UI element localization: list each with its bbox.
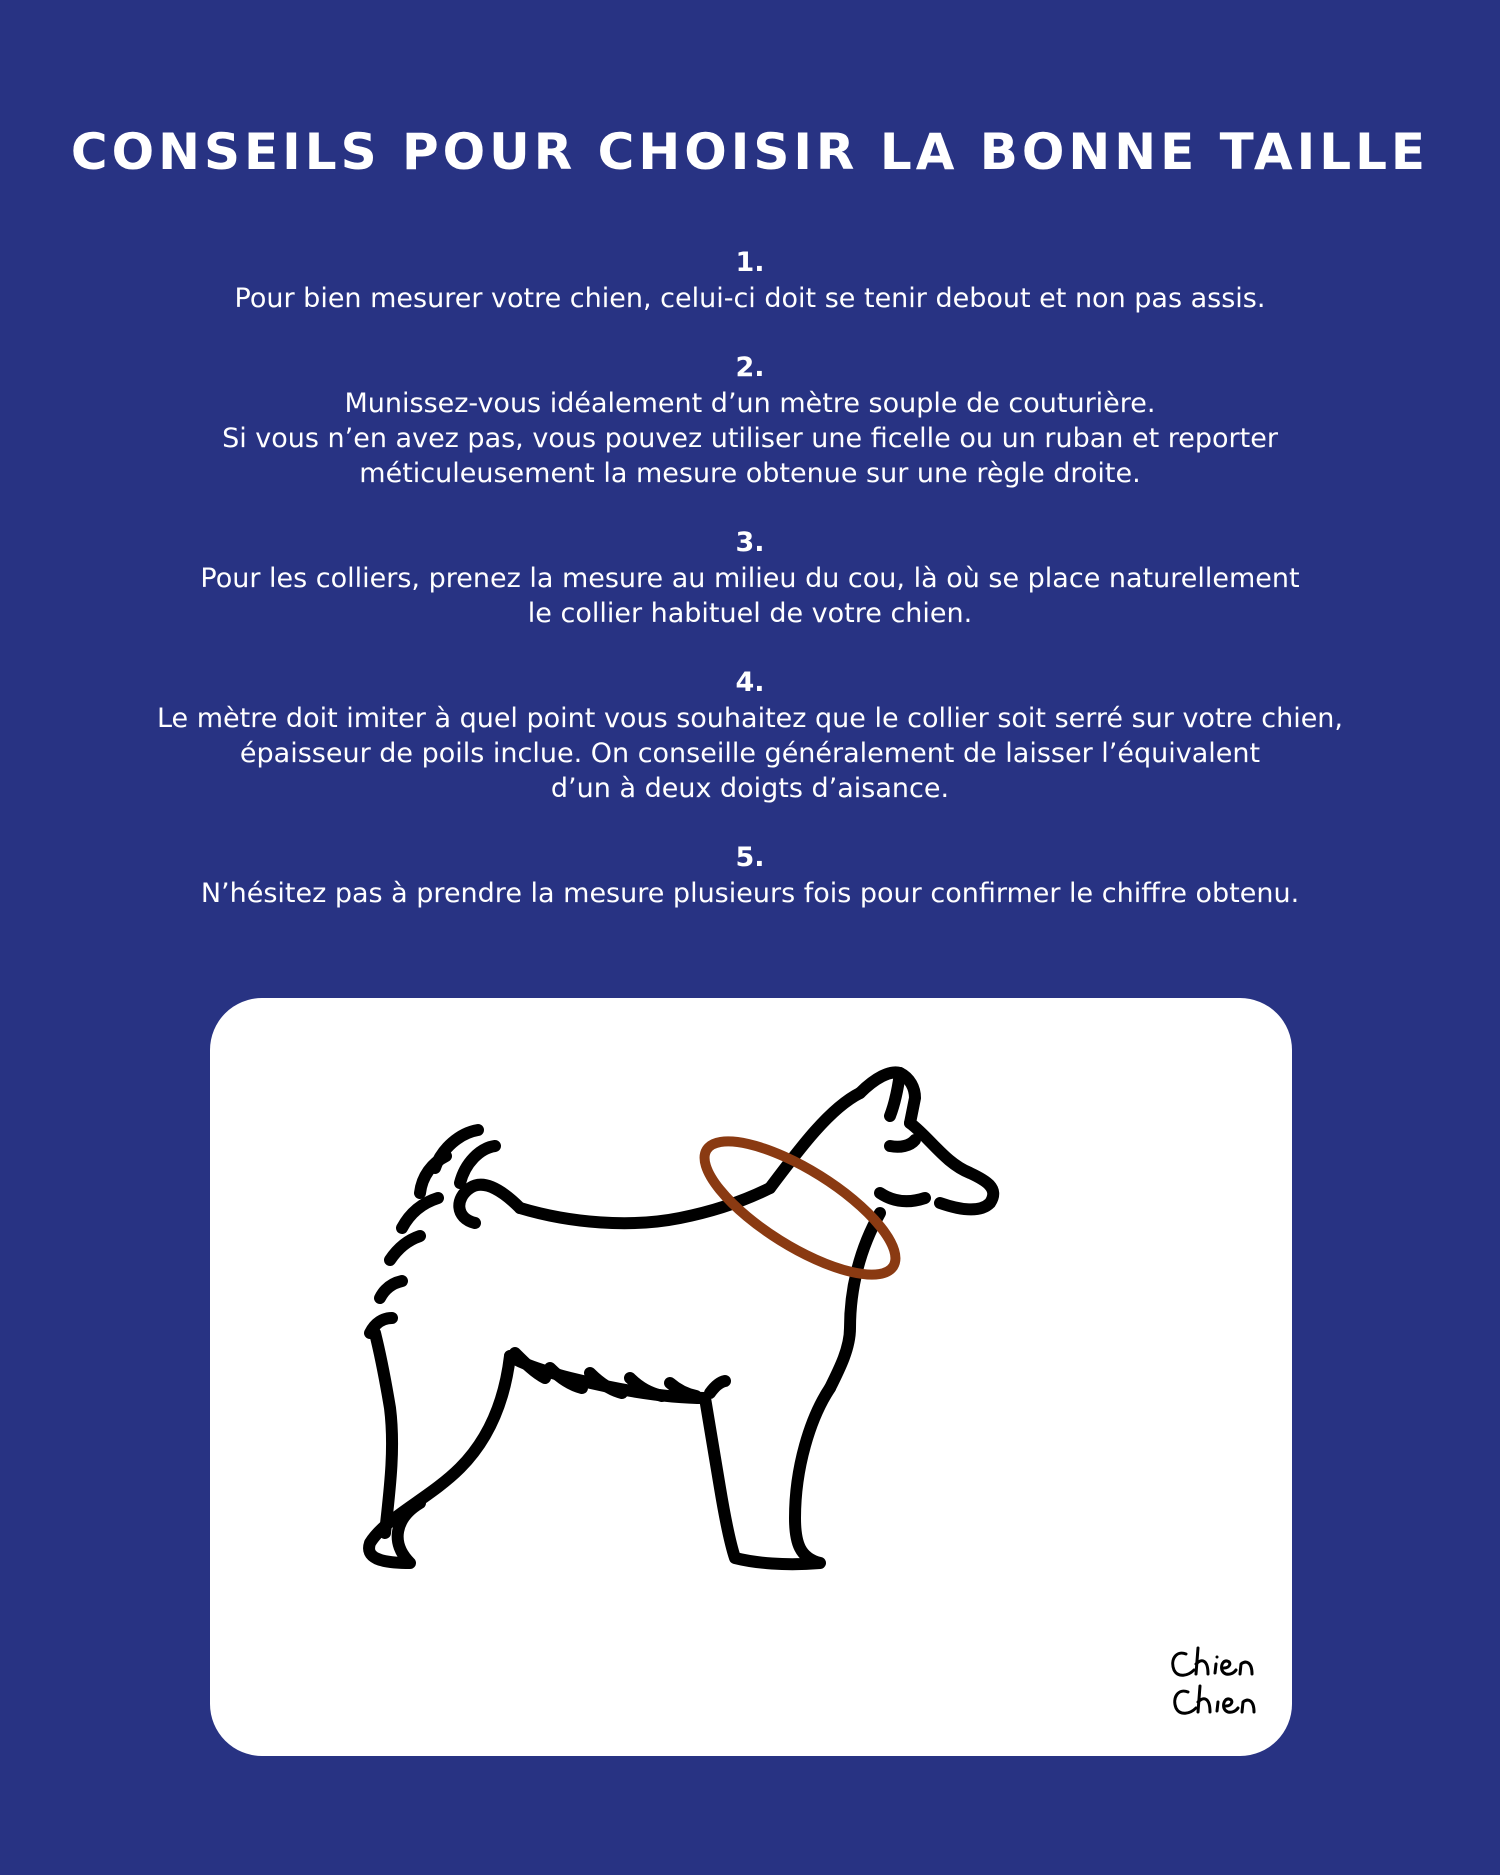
fur-mark: [402, 1198, 438, 1228]
fur-mark: [420, 1156, 446, 1193]
dog-front-leg: [705, 1388, 830, 1564]
tip-number: 4.: [735, 667, 765, 698]
signature-logo: [1164, 1640, 1260, 1730]
tip-text: Pour bien mesurer votre chien, celui-ci doit se tenir debout et non pas assis.: [234, 283, 1266, 314]
fur-mark: [460, 1146, 495, 1183]
tip-item: [90, 350, 1410, 491]
page-title: CONSEILS POUR CHOISIR LA BONNE TAILLE: [70, 123, 1430, 181]
dog-chest-line: [830, 1213, 880, 1388]
tip-number: 5.: [735, 842, 765, 873]
fur-mark: [370, 1318, 392, 1333]
dog-ear-front: [900, 1073, 915, 1123]
tip-text: le collier habituel de votre chien.: [527, 598, 973, 629]
tip-text: Le mètre doit imiter à quel point vous souhaitez que le collier soit serré sur votre chien,: [156, 703, 1344, 734]
dog-with-collar-icon: [210, 998, 1292, 1756]
tip-text: N’hésitez pas à prendre la mesure plusieurs fois pour confirmer le chiffre obtenu.: [200, 878, 1300, 909]
tip-text: épaisseur de poils inclue. On conseille généralement de laisser l’équivalent: [239, 738, 1261, 769]
dog-rear: [375, 1333, 392, 1533]
tip-number: 1.: [735, 247, 765, 278]
tip-item: [90, 665, 1410, 806]
tip-text: d’un à deux doigts d’aisance.: [550, 773, 950, 804]
tip-text: Pour les colliers, prenez la mesure au milieu du cou, là où se place naturellement: [200, 563, 1300, 594]
illustration-card: [210, 998, 1292, 1756]
tip-number: 3.: [735, 527, 765, 558]
tip-item: [90, 245, 1410, 316]
dog-mouth: [880, 1193, 925, 1201]
fur-mark: [390, 1236, 420, 1260]
tip-item: [90, 525, 1410, 631]
tip-text: Si vous n’en avez pas, vous pouvez utiliser une ficelle ou un ruban et reporter: [222, 423, 1278, 454]
tip-text: méticuleusement la mesure obtenue sur une règle droite.: [359, 458, 1141, 489]
dog-eye: [890, 1140, 915, 1147]
tip-item: [90, 840, 1410, 911]
dog-ear-back: [860, 1072, 900, 1116]
tips-list: [90, 245, 1410, 945]
dog-tail: [459, 1185, 520, 1223]
tip-number: 2.: [735, 352, 765, 383]
fur-mark: [380, 1281, 402, 1298]
fur-mark: [710, 1381, 725, 1393]
tip-text: Munissez-vous idéalement d’un mètre souple de couturière.: [344, 388, 1156, 419]
